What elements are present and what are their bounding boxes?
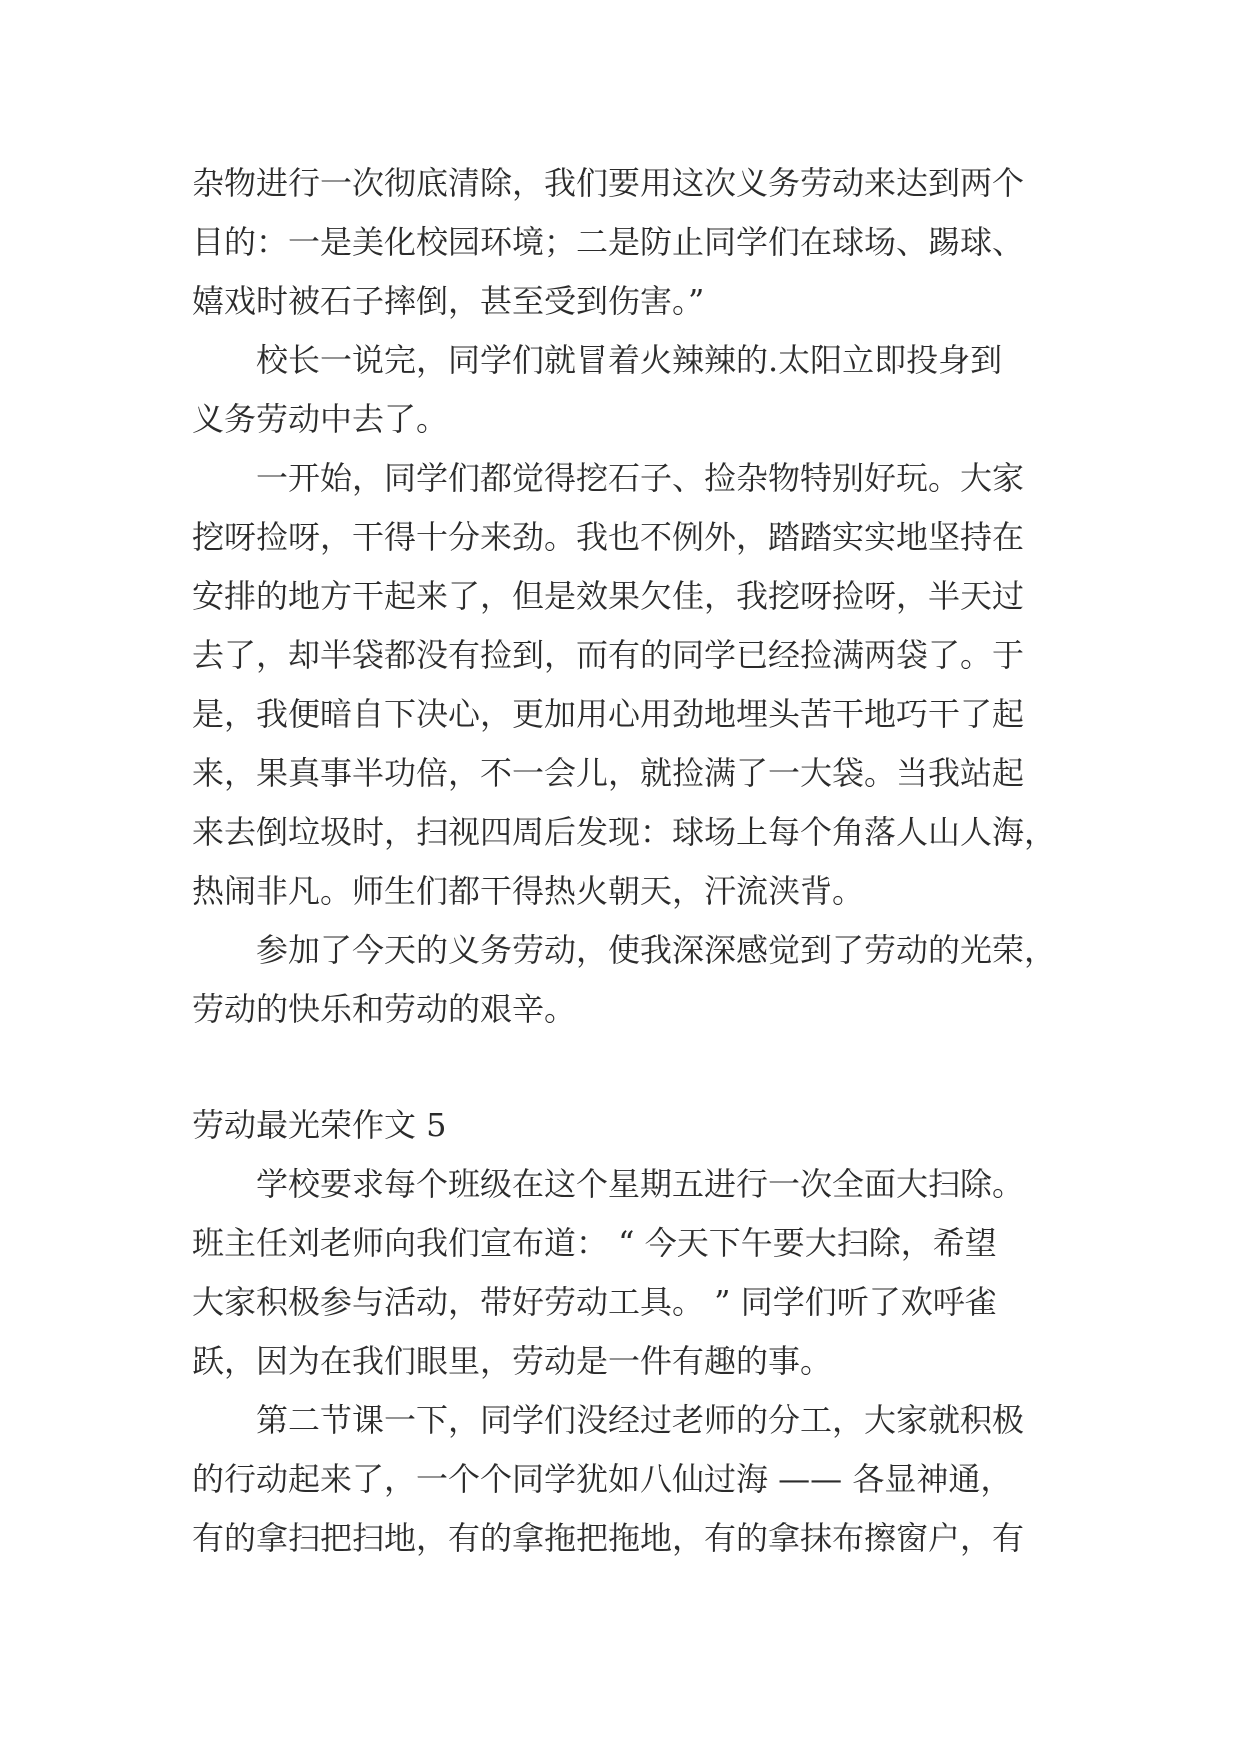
text-line: 来去倒垃圾时，扫视四周后发现：球场上每个角落人山人海， [192, 813, 1057, 851]
text-line: 有的拿扫把扫地，有的拿拖把拖地，有的拿抹布擦窗户，有 [192, 1519, 1025, 1557]
text-line: 学校要求每个班级在这个星期五进行一次全面大扫除。 [256, 1165, 1025, 1203]
text-line: 第二节课一下，同学们没经过老师的分工，大家就积极 [256, 1401, 1025, 1439]
text-line: 来，果真事半功倍，不一会儿，就捡满了一大袋。当我站起 [192, 754, 1025, 792]
text-line: 义务劳动中去了。 [192, 400, 449, 438]
text-line: 热闹非凡。师生们都干得热火朝天，汗流浃背。 [192, 872, 865, 910]
text-line: 是，我便暗自下决心，更加用心用劲地埋头苦干地巧干了起 [192, 695, 1025, 733]
text-line: 一开始，同学们都觉得挖石子、捡杂物特别好玩。大家 [256, 459, 1025, 497]
text-line: 大家积极参与活动，带好劳动工具。 ” 同学们听了欢呼雀 [192, 1283, 997, 1321]
text-line: 的行动起来了，一个个同学犹如八仙过海 —— 各显神通， [192, 1460, 1013, 1498]
text-line: 班主任刘老师向我们宣布道： “ 今天下午要大扫除，希望 [192, 1224, 997, 1262]
text-line: 安排的地方干起来了，但是效果欠佳，我挖呀捡呀，半天过 [192, 577, 1025, 615]
text-line: 挖呀捡呀，干得十分来劲。我也不例外，踏踏实实地坚持在 [192, 518, 1025, 556]
text-line: 嬉戏时被石子摔倒，甚至受到伤害。” [192, 282, 705, 320]
text-line: 跃，因为在我们眼里，劳动是一件有趣的事。 [192, 1342, 833, 1380]
text-line: 杂物进行一次彻底清除，我们要用这次义务劳动来达到两个 [192, 164, 1025, 202]
text-line: 去了，却半袋都没有捡到，而有的同学已经捡满两袋了。于 [192, 636, 1025, 674]
text-line: 目的：一是美化校园环境；二是防止同学们在球场、踢球、 [192, 223, 1025, 261]
text-line: 劳动的快乐和劳动的艰辛。 [192, 990, 577, 1028]
text-line: 参加了今天的义务劳动，使我深深感觉到了劳动的光荣， [256, 931, 1057, 969]
section-heading: 劳动最光荣作文 5 [192, 1106, 447, 1144]
text-line: 校长一说完，同学们就冒着火辣辣的.太阳立即投身到 [256, 341, 1003, 379]
